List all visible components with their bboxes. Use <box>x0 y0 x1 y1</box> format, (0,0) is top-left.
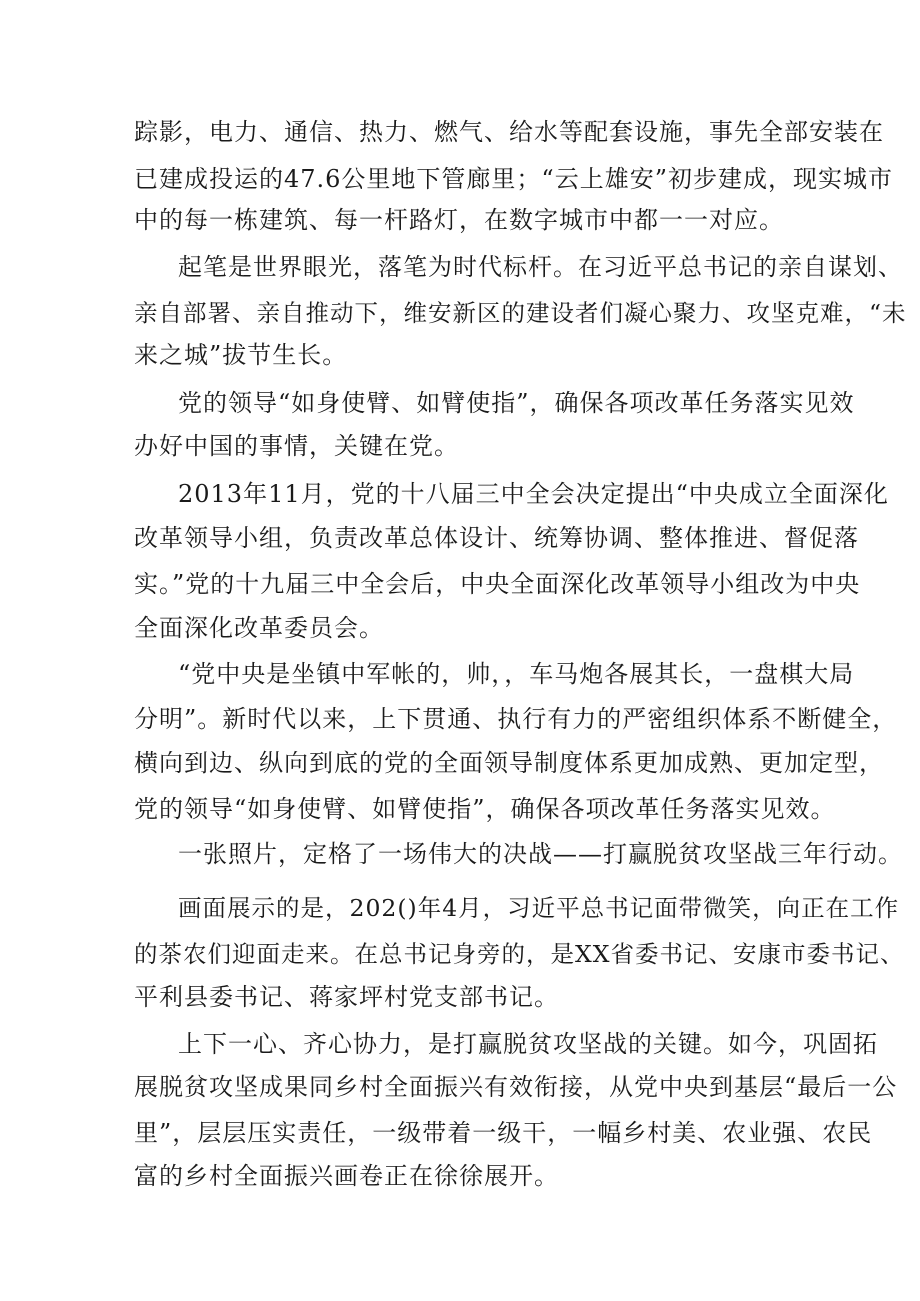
text-line: 2013年11月，党的十八届三中全会决定提出“中央成立全面深化 <box>178 480 889 508</box>
text-line: 已建成投运的47.6公里地下管廊里；“云上雄安”初步建成，现实城市 <box>134 165 893 193</box>
text-line: “党中央是坐镇中军帐的，帅，，车马炮各展其长，一盘棋大局 <box>178 660 855 688</box>
text-line: 平利县委书记、蒋家坪村党支部书记。 <box>134 983 559 1011</box>
text-line: 里”，层层压实责任，一级带着一级干，一幅乡村美、农业强、农民 <box>134 1119 873 1147</box>
text-line: 横向到边、纵向到底的党的全面领导制度体系更加成熟、更加定型， <box>134 749 884 777</box>
text-line: 富的乡村全面振兴画卷正在徐徐展开。 <box>134 1162 559 1190</box>
text-line: 亲自部署、亲自推动下，维安新区的建设者们凝心聚力、攻坚克难，“未 <box>134 299 907 327</box>
text-line: 起笔是世界眼光，落笔为时代标杆。在习近平总书记的亲自谋划、 <box>178 253 903 281</box>
section-heading: 一张照片，定格了一场伟大的决战——打赢脱贫攻坚战三年行动。 <box>178 840 903 868</box>
text-line: 党的领导“如身使臂、如臂使指”，确保各项改革任务落实见效。 <box>134 795 836 823</box>
text-line: 来之城”拔节生长。 <box>134 341 348 369</box>
text-line: 展脱贫攻坚成果同乡村全面振兴有效衔接，从党中央到基层“最后一公 <box>134 1073 898 1101</box>
text-line: 踪影，电力、通信、热力、燃气、给水等配套设施，事先全部安装在 <box>134 118 884 146</box>
text-line: 全面深化改革委员会。 <box>134 614 384 642</box>
text-line: 的茶农们迎面走来。在总书记身旁的，是XX省委书记、安康市委书记、 <box>134 940 905 968</box>
text-line: 分明”。新时代以来，上下贯通、执行有力的严密组织体系不断健全， <box>134 705 898 733</box>
section-heading: 党的领导“如身使臂、如臂使指”，确保各项改革任务落实见效 <box>178 389 855 417</box>
text-line: 办好中国的事情，关键在党。 <box>134 432 459 460</box>
text-line: 实。”党的十九届三中全会后，中央全面深化改革领导小组改为中央 <box>134 570 861 598</box>
text-line: 改革领导小组，负责改革总体设计、统筹协调、整体推进、督促落 <box>134 524 859 552</box>
text-line: 画面展示的是，202()年4月，习近平总书记面带微笑，向正在工作 <box>178 894 900 922</box>
text-line: 中的每一栋建筑、每一杆路灯，在数字城市中都一一对应。 <box>134 206 784 234</box>
text-line: 上下一心、齐心协力，是打赢脱贫攻坚战的关键。如今，巩固拓 <box>178 1030 878 1058</box>
